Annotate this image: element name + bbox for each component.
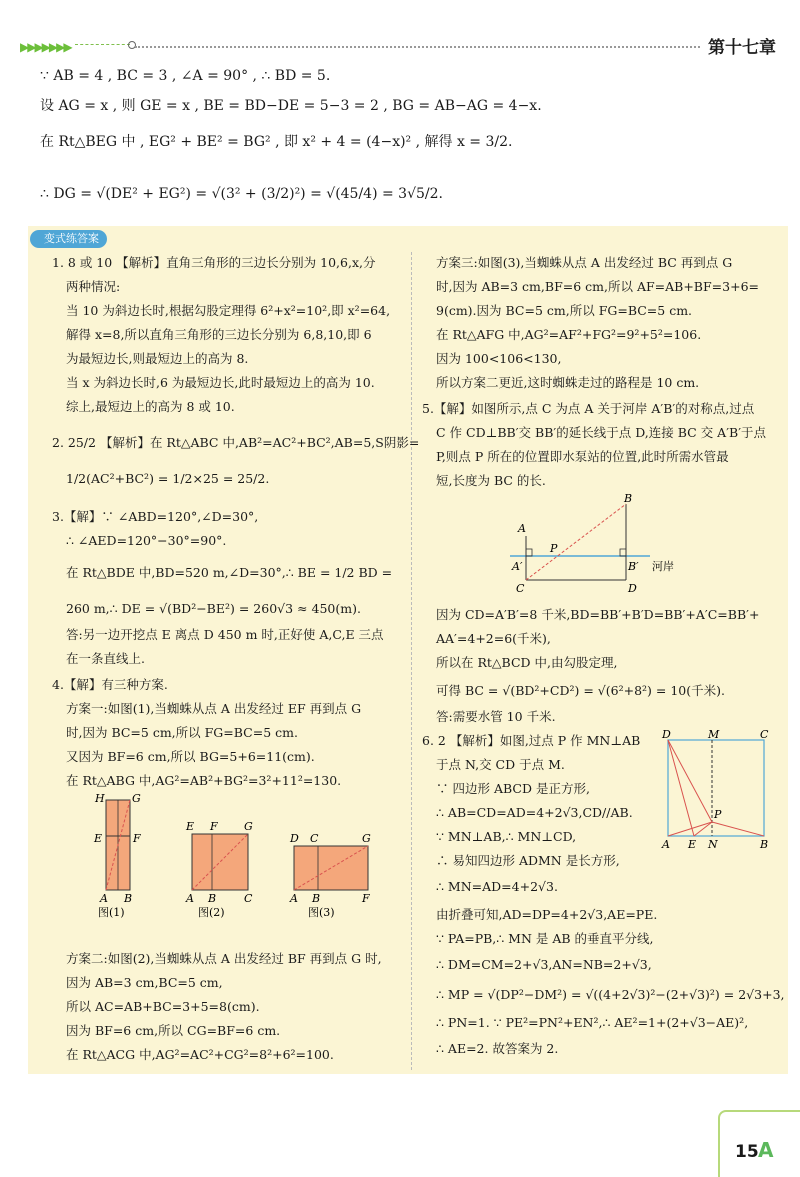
left-line: 在一条直线上.: [66, 651, 145, 666]
header-dashline: [75, 44, 130, 45]
left-line: 所以 AC=AB+BC=3+5=8(cm).: [66, 999, 260, 1014]
svg-text:H: H: [95, 792, 105, 805]
svg-text:E: E: [186, 820, 195, 833]
svg-text:B: B: [624, 492, 633, 505]
right-line: 所以在 Rt△BCD 中,由勾股定理,: [436, 655, 618, 670]
right-line: 因为 100<106<130,: [436, 351, 562, 366]
svg-text:A′: A′: [512, 560, 523, 573]
right-line: 短,长度为 BC 的长.: [436, 473, 546, 488]
svg-text:A: A: [100, 892, 108, 905]
header-arrows: ▶▶▶▶▶▶▶: [20, 40, 71, 54]
svg-text:P: P: [550, 542, 558, 555]
left-line: 因为 AB=3 cm,BC=5 cm,: [66, 975, 223, 990]
left-line: 在 Rt△ACG 中,AG²=AC²+CG²=8²+6²=100.: [66, 1047, 334, 1062]
header-dotline: [135, 46, 700, 48]
left-line: 1. 8 或 10 【解析】直角三角形的三边长分别为 10,6,x,分: [52, 255, 376, 270]
fig3-caption: 图(3): [308, 906, 335, 919]
left-line: 解得 x=8,所以直角三角形的三边长分别为 6,8,10,即 6: [66, 327, 372, 342]
left-line: 为最短边长,则最短边上的高为 8.: [66, 351, 249, 366]
right-line: ∴ AB=CD=AD=4+2√3,CD//AB.: [436, 805, 633, 820]
right-line: ∴ MN=AD=4+2√3.: [436, 879, 558, 894]
right-line: 5.【解】如图所示,点 C 为点 A 关于河岸 A′B′的对称点,过点: [422, 401, 755, 416]
chapter-title: 第十七章: [708, 38, 776, 58]
left-line: ∴ ∠AED=120°−30°=90°.: [66, 533, 227, 548]
right-line: ∴ MP = √(DP²−DM²) = √((4+2√3)²−(2+√3)²) = 2√3+3,: [436, 987, 785, 1002]
svg-text:A: A: [186, 892, 194, 905]
svg-text:E: E: [688, 838, 697, 850]
svg-text:C: C: [760, 728, 769, 741]
svg-text:B′: B′: [628, 560, 639, 573]
right-line: ∵ 四边形 ABCD 是正方形,: [436, 781, 590, 796]
left-line: 4.【解】有三种方案.: [52, 677, 168, 692]
left-line: 当 x 为斜边长时,6 为最短边长,此时最短边上的高为 10.: [66, 375, 375, 390]
svg-text:D: D: [628, 582, 637, 595]
top-line-1: ∵ AB = 4 , BC = 3 , ∠A = 90° , ∴ BD = 5.: [40, 68, 331, 84]
right-line: P,则点 P 所在的位置即水泵站的位置,此时所需水管最: [436, 449, 729, 464]
svg-text:C: C: [516, 582, 525, 595]
top-line-3: 在 Rt△BEG 中 , EG² + BE² = BG² , 即 x² + 4 = (4−x)² , 解得 x = 3/2.: [40, 134, 513, 150]
left-line: 又因为 BF=6 cm,所以 BG=5+6=11(cm).: [66, 749, 315, 764]
top-line-4: ∴ DG = √(DE² + EG²) = √(3² + (3/2)²) = √(45/4) = 3√5/2.: [40, 186, 443, 202]
right-line: 在 Rt△AFG 中,AG²=AF²+FG²=9²+5²=106.: [436, 327, 702, 342]
page-number: 15: [735, 1142, 759, 1162]
svg-text:D: D: [662, 728, 671, 741]
right-line: 于点 N,交 CD 于点 M.: [436, 757, 565, 772]
square-figure: [660, 726, 772, 850]
svg-text:D: D: [290, 832, 299, 845]
left-line: 方案二:如图(2),当蜘蛛从点 A 出发经过 BF 再到点 G 时,: [66, 951, 382, 966]
left-line: 因为 BF=6 cm,所以 CG=BF=6 cm.: [66, 1023, 281, 1038]
right-line: 方案三:如图(3),当蜘蛛从点 A 出发经过 BC 再到点 G: [436, 255, 733, 270]
right-line: ∴ DM=CM=2+√3,AN=NB=2+√3,: [436, 957, 652, 972]
left-line: 在 Rt△ABG 中,AG²=AB²+BG²=3²+11²=130.: [66, 773, 342, 788]
svg-text:F: F: [210, 820, 218, 833]
right-line: 所以方案二更近,这时蜘蛛走过的路程是 10 cm.: [436, 375, 700, 390]
left-line: 2. 25/2 【解析】在 Rt△ABC 中,AB²=AC²+BC²,AB=5,S阴影=: [52, 435, 420, 450]
fig1-caption: 图(1): [98, 906, 125, 919]
right-line: C 作 CD⊥BB′交 BB′的延长线于点 D,连接 BC 交 A′B′于点: [436, 425, 767, 440]
left-line: 两种情况:: [66, 279, 121, 294]
answer-badge: 变式练答案: [30, 230, 107, 248]
right-line: 可得 BC = √(BD²+CD²) = √(6²+8²) = 10(千米).: [436, 683, 725, 698]
svg-text:A: A: [290, 892, 298, 905]
left-line: 当 10 为斜边长时,根据勾股定理得 6²+x²=10²,即 x²=64,: [66, 303, 391, 318]
right-line: ∵ PA=PB,∴ MN 是 AB 的垂直平分线,: [436, 931, 654, 946]
svg-text:P: P: [714, 808, 722, 821]
svg-text:F: F: [133, 832, 141, 845]
svg-text:A: A: [518, 522, 526, 535]
right-line: 因为 CD=A′B′=8 千米,BD=BB′+B′D=BB′+A′C=BB′+: [436, 607, 760, 622]
right-line: ∴ PN=1. ∵ PE²=PN²+EN²,∴ AE²=1+(2+√3−AE)²,: [436, 1015, 749, 1030]
svg-text:G: G: [132, 792, 141, 805]
left-line: 3.【解】∵ ∠ABD=120°,∠D=30°,: [52, 509, 259, 524]
right-line: 时,因为 AB=3 cm,BF=6 cm,所以 AF=AB+BF=3+6=: [436, 279, 759, 294]
fig2-caption: 图(2): [198, 906, 225, 919]
left-line: 方案一:如图(1),当蜘蛛从点 A 出发经过 EF 再到点 G: [66, 701, 362, 716]
right-line: 由折叠可知,AD=DP=4+2√3,AE=PE.: [436, 907, 658, 922]
logo-a-icon: A: [758, 1138, 774, 1162]
column-separator: [411, 252, 412, 1070]
svg-text:G: G: [244, 820, 253, 833]
right-line: AA′=4+2=6(千米),: [436, 631, 551, 646]
left-line: 1/2(AC²+BC²) = 1/2×25 = 25/2.: [66, 471, 270, 486]
svg-text:B: B: [208, 892, 217, 905]
svg-text:C: C: [244, 892, 253, 905]
left-line: 时,因为 BC=5 cm,所以 FG=BC=5 cm.: [66, 725, 298, 740]
left-line: 260 m,∴ DE = √(BD²−BE²) = 260√3 ≈ 450(m).: [66, 601, 361, 616]
svg-text:N: N: [708, 838, 718, 850]
left-line: 综上,最短边上的高为 8 或 10.: [66, 399, 235, 414]
right-line: ∴ 易知四边形 ADMN 是长方形,: [436, 853, 620, 868]
left-line: 答:另一边开挖点 E 离点 D 450 m 时,正好使 A,C,E 三点: [66, 627, 384, 642]
svg-text:M: M: [708, 728, 720, 741]
svg-text:B: B: [312, 892, 321, 905]
svg-text:B: B: [124, 892, 133, 905]
svg-text:G: G: [362, 832, 371, 845]
left-line: 在 Rt△BDE 中,BD=520 m,∠D=30°,∴ BE = 1/2 BD =: [66, 565, 393, 580]
right-line: ∴ AE=2. 故答案为 2.: [436, 1041, 559, 1056]
svg-text:C: C: [310, 832, 319, 845]
svg-text:A: A: [662, 838, 670, 850]
svg-text:E: E: [94, 832, 103, 845]
svg-text:B: B: [760, 838, 769, 850]
svg-text:F: F: [362, 892, 370, 905]
right-line: 答:需要水管 10 千米.: [436, 709, 556, 724]
top-line-2: 设 AG = x , 则 GE = x , BE = BD−DE = 5−3 = 2 , BG = AB−AG = 4−x.: [40, 98, 542, 114]
spider-figures: [80, 790, 390, 920]
right-line: ∵ MN⊥AB,∴ MN⊥CD,: [436, 829, 577, 844]
right-line: 9(cm).因为 BC=5 cm,所以 FG=BC=5 cm.: [436, 303, 693, 318]
right-line: 6. 2 【解析】如图,过点 P 作 MN⊥AB: [422, 733, 641, 748]
river-figure: [500, 490, 700, 602]
river-label: 河岸: [652, 560, 674, 573]
